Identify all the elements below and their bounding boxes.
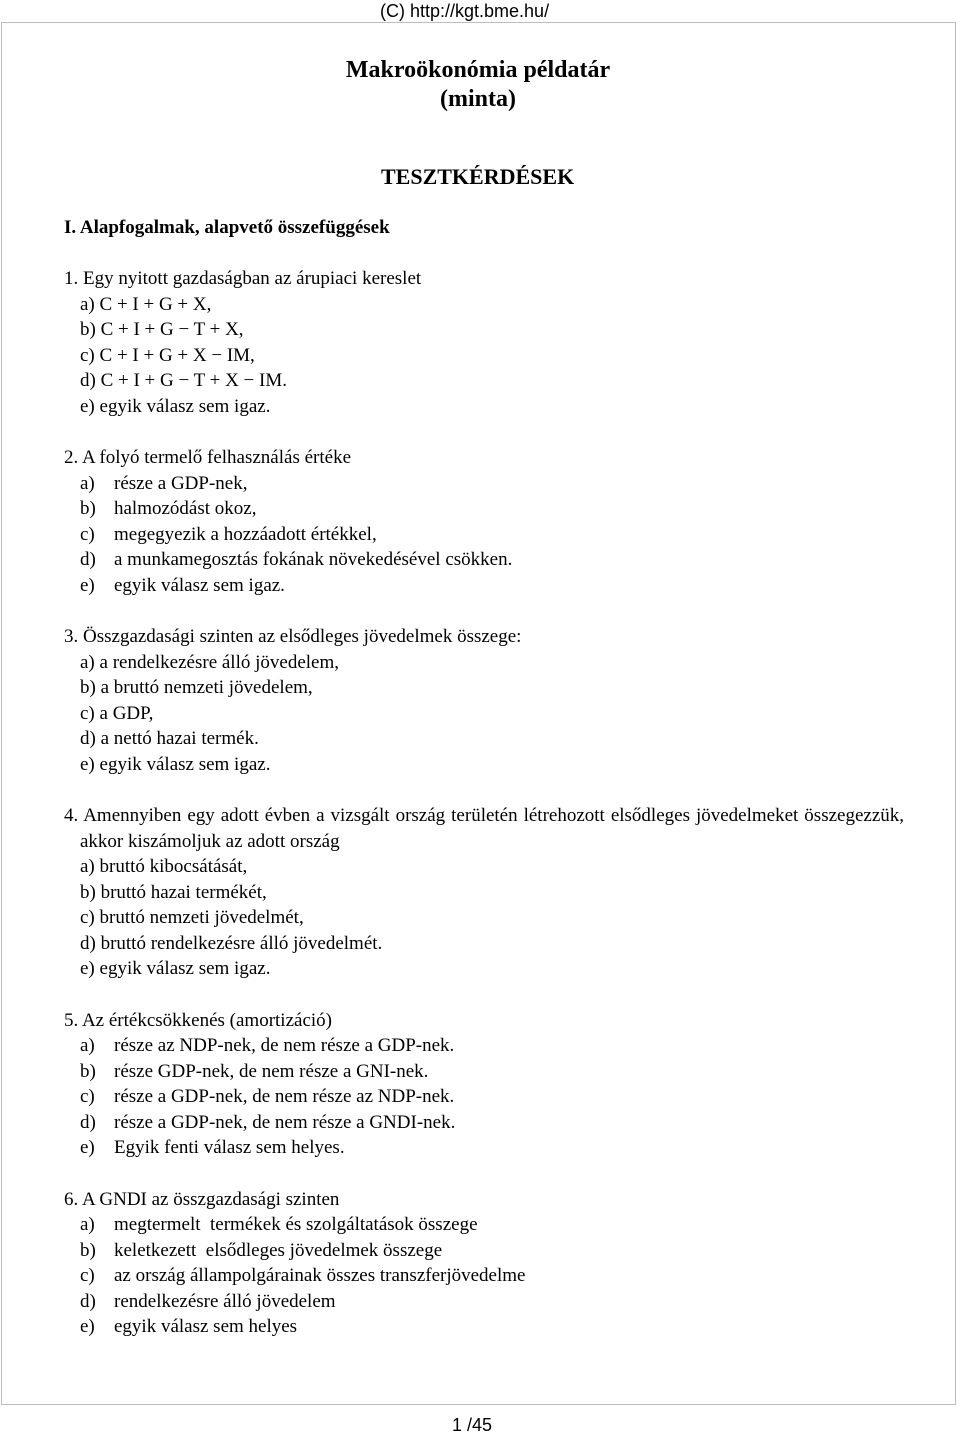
option-item (80, 471, 904, 497)
option-list (64, 292, 904, 420)
question-stem: 5. Az értékcsökkenés (amortizáció) (64, 1009, 332, 1031)
title-line-1: Makroökonómia példatár (345, 57, 611, 83)
option-list (64, 1033, 904, 1161)
option-letter: e) (80, 1137, 95, 1158)
option-letter: b) (80, 1239, 96, 1261)
option-item (80, 394, 904, 420)
option-list (64, 650, 904, 778)
question-3 (64, 624, 904, 777)
question-stem: 6. A GNDI az összgazdasági szinten (64, 1188, 340, 1210)
option-letter: b) (80, 677, 96, 698)
question-6 (64, 1187, 904, 1340)
option-item (80, 1084, 904, 1110)
option-text: bruttó rendelkezésre álló jövedelmét. (100, 932, 383, 954)
option-text: egyik válasz sem helyes (114, 1316, 298, 1337)
option-text: megegyezik a hozzáadott értékkel, (114, 523, 377, 545)
option-text: a rendelkezésre álló jövedelem, (99, 651, 340, 673)
option-item (80, 880, 904, 906)
option-item (80, 956, 904, 982)
option-text: bruttó kibocsátását, (99, 856, 248, 877)
option-text: az ország állampolgárainak összes transzferjövedelme (114, 1265, 526, 1286)
option-letter: c) (80, 1265, 95, 1286)
option-item (80, 573, 904, 599)
option-letter: a) (80, 293, 95, 315)
option-text: a bruttó nemzeti jövedelem, (100, 677, 313, 698)
option-text: bruttó nemzeti jövedelmét, (99, 907, 304, 928)
option-list (64, 854, 904, 982)
option-text: keletkezett elsődleges jövedelmek összege (114, 1239, 443, 1261)
option-letter: c) (80, 907, 95, 928)
option-item (80, 1314, 904, 1340)
option-item (80, 1263, 904, 1289)
option-letter: c) (80, 702, 95, 724)
option-item (80, 1238, 904, 1264)
option-text: része GDP-nek, de nem része a GNI-nek. (114, 1060, 429, 1082)
option-item (80, 496, 904, 522)
option-letter: d) (80, 1290, 96, 1312)
option-text: halmozódást okoz, (114, 498, 257, 519)
option-letter: c) (80, 1086, 95, 1107)
question-stem: 4. Amennyiben egy adott évben a vizsgált ország területén létrehozott elsődleges jövedelmeket összegezzük, akkor kiszámoljuk az adott ország (64, 805, 904, 852)
option-text: a GDP, (99, 702, 154, 724)
option-letter: e) (80, 395, 95, 417)
option-item (80, 292, 904, 318)
question-stem: 2. A folyó termelő felhasználás értéke (64, 447, 352, 468)
option-letter: d) (80, 932, 96, 954)
option-letter: d) (80, 728, 96, 749)
option-letter: d) (80, 1111, 96, 1133)
option-letter: b) (80, 1060, 96, 1082)
option-item (80, 931, 904, 957)
option-item (80, 1059, 904, 1085)
option-letter: b) (80, 319, 96, 340)
option-letter: b) (80, 881, 96, 903)
question-list (64, 266, 904, 1340)
option-text: része a GDP-nek, (114, 472, 248, 494)
option-letter: a) (80, 1035, 95, 1056)
option-text: egyik válasz sem igaz. (114, 574, 285, 596)
title-line-2: (minta) (440, 86, 516, 112)
page-number: 1 /45 (452, 1415, 493, 1435)
option-text: egyik válasz sem igaz. (99, 753, 271, 775)
option-letter: a) (80, 651, 95, 673)
option-text: része a GDP-nek, de nem része a GNDI-nek. (114, 1111, 456, 1133)
option-letter: d) (80, 370, 96, 391)
option-text: része a GDP-nek, de nem része az NDP-nek. (114, 1086, 455, 1107)
question-4 (64, 803, 904, 982)
option-list (64, 1212, 904, 1340)
chapter-heading: I. Alapfogalmak, alapvető összefüggések (64, 217, 390, 238)
option-item (80, 650, 904, 676)
option-text: a nettó hazai termék. (100, 728, 259, 749)
option-item (80, 522, 904, 548)
option-text: C + I + G − T + X, (100, 319, 244, 340)
option-list (64, 471, 904, 599)
option-text: Egyik fenti válasz sem helyes. (114, 1137, 345, 1158)
option-letter: b) (80, 498, 96, 519)
option-text: rendelkezésre álló jövedelem (114, 1290, 336, 1312)
option-letter: c) (80, 523, 95, 545)
section-heading: TESZTKÉRDÉSEK (381, 164, 575, 189)
option-text: egyik válasz sem igaz. (99, 958, 271, 979)
option-item (80, 854, 904, 880)
option-letter: e) (80, 1316, 95, 1337)
option-item (80, 343, 904, 369)
option-item (80, 368, 904, 394)
option-item (80, 675, 904, 701)
option-text: része az NDP-nek, de nem része a GDP-nek. (114, 1035, 455, 1056)
question-stem: 1. Egy nyitott gazdaságban az árupiaci kereslet (64, 268, 422, 289)
option-item (80, 752, 904, 778)
option-text: egyik válasz sem igaz. (99, 395, 271, 417)
option-item (80, 1212, 904, 1238)
option-letter: e) (80, 574, 95, 596)
option-item (80, 1033, 904, 1059)
question-1 (64, 266, 904, 419)
option-letter: e) (80, 958, 95, 979)
option-text: C + I + G − T + X − IM. (100, 370, 287, 391)
option-item (80, 547, 904, 573)
option-letter: e) (80, 753, 95, 775)
option-text: bruttó hazai termékét, (100, 881, 267, 903)
question-stem: 3. Összgazdasági szinten az elsődleges jövedelmek összege: (64, 626, 522, 647)
option-text: megtermelt termékek és szolgáltatások összege (114, 1214, 478, 1235)
document-title (300, 56, 656, 114)
option-letter: d) (80, 549, 96, 570)
option-letter: a) (80, 856, 95, 877)
question-2 (64, 445, 904, 598)
option-item (80, 1135, 904, 1161)
option-item (80, 317, 904, 343)
option-text: a munkamegosztás fokának növekedésével csökken. (114, 549, 513, 570)
option-text: C + I + G + X − IM, (99, 344, 255, 366)
copyright-header: (C) http://kgt.bme.hu/ (380, 1, 550, 21)
option-item (80, 1289, 904, 1315)
option-item (80, 726, 904, 752)
option-item (80, 1110, 904, 1136)
question-5 (64, 1008, 904, 1161)
option-letter: a) (80, 472, 95, 494)
option-text: C + I + G + X, (99, 293, 212, 315)
option-letter: a) (80, 1214, 95, 1235)
option-item (80, 701, 904, 727)
option-item (80, 905, 904, 931)
option-letter: c) (80, 344, 95, 366)
